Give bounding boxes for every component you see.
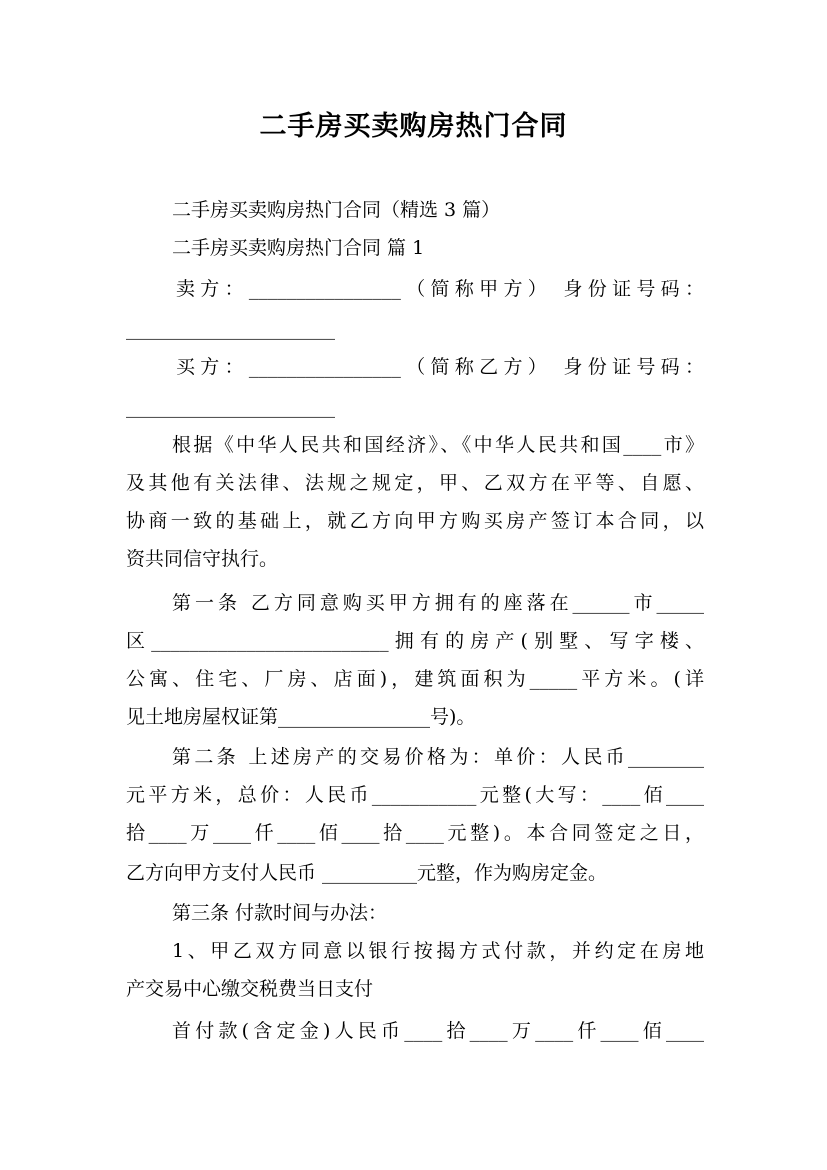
buyer-line: 买方：________________（简称乙方） 身份证号码： — [176, 356, 704, 378]
article-2-line: 元平方米，总价：人民币___________元整(大写：____佰____ — [126, 784, 704, 806]
article-2-line: 拾____万____仟____佰____拾____元整)。本合同签定之日， — [126, 822, 704, 844]
article-3-line: 1、甲乙双方同意以银行按揭方式付款，并约定在房地 — [172, 940, 704, 962]
paragraph-line: 协商一致的基础上，就乙方向甲方购买房产签订本合同，以 — [126, 510, 704, 532]
subtitle-line: 二手房买卖购房热门合同（精选 3 篇） — [172, 199, 501, 221]
document-title: 二手房买卖购房热门合同 — [259, 111, 568, 142]
paragraph-line: 根据《中华人民共和国经济》、《中华人民共和国____市》 — [172, 434, 704, 456]
article-1-line: 区_________________________拥有的房产(别墅、写字楼、 — [126, 630, 704, 652]
article-3-line: 首付款(含定金)人民币____拾____万____仟____佰____ — [172, 1020, 704, 1042]
article-2-line: 第二条 上述房产的交易价格为：单价：人民币________ — [172, 746, 704, 768]
article-2-line: 乙方向甲方支付人民币 __________元整，作为购房定金。 — [126, 862, 608, 884]
article-1-line: 第一条 乙方同意购买甲方拥有的座落在______市_____ — [172, 592, 704, 614]
seller-line: 卖方：________________（简称甲方） 身份证号码： — [176, 278, 704, 300]
seller-id-blank: ______________________ — [126, 318, 335, 340]
article-3-line: 产交易中心缴交税费当日支付 — [126, 978, 374, 1000]
article-1-line: 公寓、住宅、厂房、店面)，建筑面积为_____平方米。(详 — [126, 668, 704, 690]
buyer-id-blank: ______________________ — [126, 396, 335, 418]
paragraph-line: 及其他有关法律、法规之规定，甲、乙双方在平等、自愿、 — [126, 472, 704, 494]
paragraph-line: 资共同信守执行。 — [126, 548, 279, 570]
article-1-line: 见土地房屋权证第________________号)。 — [126, 706, 476, 728]
article-3-heading: 第三条 付款时间与办法： — [172, 902, 388, 924]
section-heading: 二手房买卖购房热门合同 篇 1 — [172, 237, 425, 259]
